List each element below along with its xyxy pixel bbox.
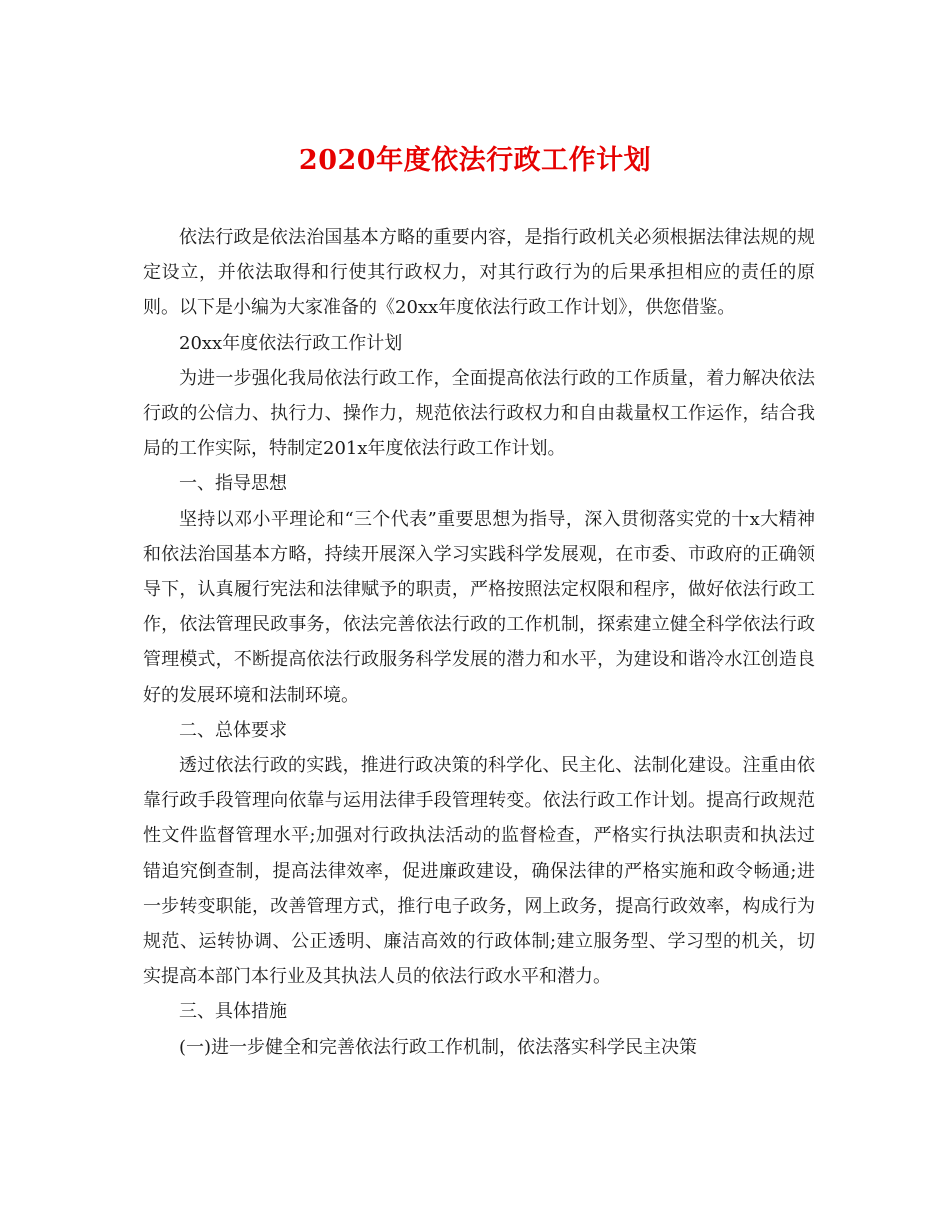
measure-item-1: (一)进一步健全和完善依法行政工作机制，依法落实科学民主决策: [179, 1036, 698, 1058]
section-heading-general-requirements: 二、总体要求: [179, 719, 287, 741]
plan-subtitle: 20xx年度依法行政工作计划: [179, 332, 403, 354]
section-heading-guiding-ideology: 一、指导思想: [179, 473, 287, 495]
purpose-paragraph: 为进一步强化我局依法行政工作，全面提高依法行政的工作质量，着力解决依法行政的公信力、执行力、操作力，规范依法行政权力和自由裁量权工作运作，结合我局的工作实际，特制定201x年度依法行政工作计划。: [143, 367, 815, 460]
intro-paragraph: 依法行政是依法治国基本方略的重要内容，是指行政机关必须根据法律法规的规定设立，并依法取得和行使其行政权力，对其行政行为的后果承担相应的责任的原则。以下是小编为大家准备的《20xx年度依法行政工作计划》，供您借鉴。: [143, 227, 815, 319]
guiding-ideology-paragraph: 坚持以邓小平理论和“三个代表”重要思想为指导，深入贯彻落实党的十x大精神和依法治国基本方略，持续开展深入学习实践科学发展观，在市委、市政府的正确领导下，认真履行宪法和法律赋予的职责，严格按照法定权限和程序，做好依法行政工作，依法管理民政事务，依法完善依法行政的工作机制，探索建立健全科学依法行政管理模式，不断提高依法行政服务科学发展的潜力和水平，为建设和谐冷水江创造良好的发展环境和法制环境。: [143, 508, 815, 706]
document-body: [143, 220, 815, 1065]
general-requirements-paragraph: 透过依法行政的实践，推进行政决策的科学化、民主化、法制化建设。注重由依靠行政手段管理向依靠与运用法律手段管理转变。依法行政工作计划。提高行政规范性文件监督管理水平;加强对行政执法活动的监督检查，严格实行执法职责和执法过错追究倒查制，提高法律效率，促进廉政建设，确保法律的严格实施和政令畅通;进一步转变职能，改善管理方式，推行电子政务，网上政务，提高行政效率，构成行为规范、运转协调、公正透明、廉洁高效的行政体制;建立服务型、学习型的机关，切实提高本部门本行业及其执法人员的依法行政水平和潜力。: [143, 755, 815, 988]
document-title: 2020年度依法行政工作计划: [298, 145, 652, 176]
section-heading-specific-measures: 三、具体措施: [179, 1001, 287, 1023]
